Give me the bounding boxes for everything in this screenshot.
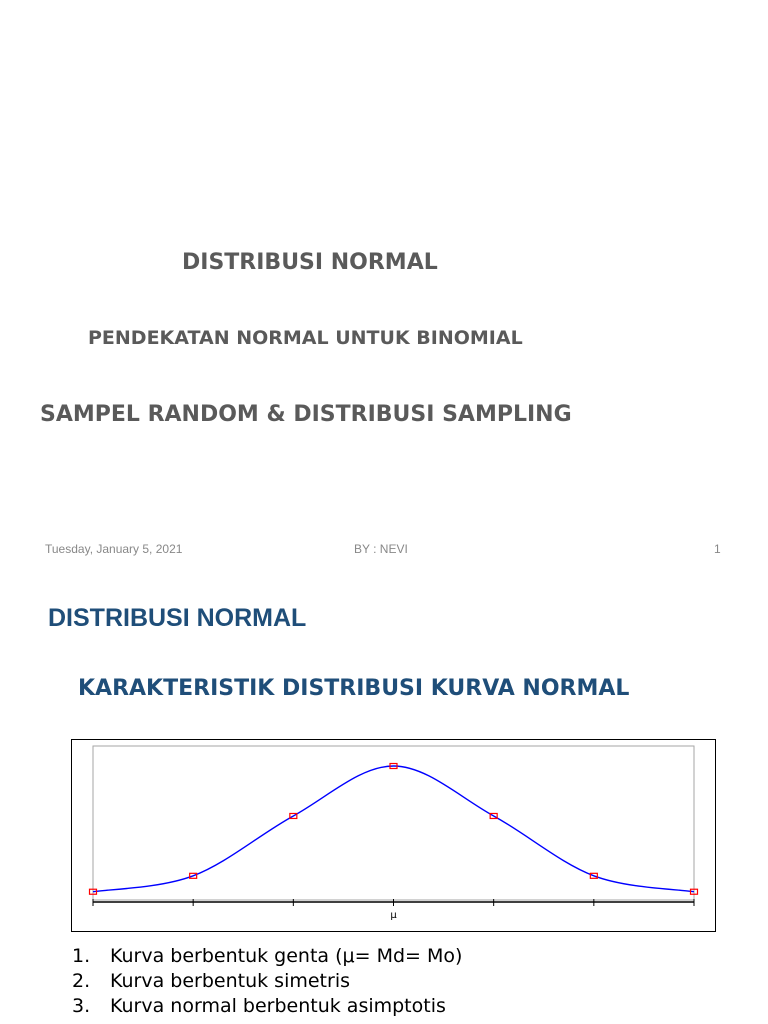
list-item (72, 994, 462, 1019)
list-item (72, 944, 462, 969)
list-item-text: Kurva normal berbentuk asimptotis (110, 995, 446, 1017)
slide1-title: DISTRIBUSI NORMAL (182, 250, 438, 275)
footer-author: BY : NEVI (354, 542, 408, 556)
slide2-subheading: KARAKTERISTIK DISTRIBUSI KURVA NORMAL (78, 676, 630, 701)
list-item-number: 3. (72, 995, 91, 1017)
slide2-heading: DISTRIBUSI NORMAL (48, 604, 307, 632)
footer-page-number: 1 (714, 542, 721, 556)
normal-curve-line (93, 766, 694, 892)
slide1-subtitle-binomial: PENDEKATAN NORMAL UNTUK BINOMIAL (88, 327, 523, 349)
list-item-text: Kurva berbentuk simetris (110, 970, 350, 992)
normal-curve-svg (72, 740, 715, 931)
list-item-number: 1. (72, 945, 91, 967)
list-item (72, 969, 462, 994)
footer-date: Tuesday, January 5, 2021 (45, 542, 183, 556)
characteristics-list (72, 944, 462, 1019)
x-tick-label-mu: μ (390, 910, 397, 921)
slide1-subtitle-sampling: SAMPEL RANDOM & DISTRIBUSI SAMPLING (40, 402, 572, 427)
list-item-number: 2. (72, 970, 91, 992)
normal-curve-chart (71, 739, 716, 932)
list-item-text: Kurva berbentuk genta (μ= Md= Mo) (110, 945, 463, 967)
